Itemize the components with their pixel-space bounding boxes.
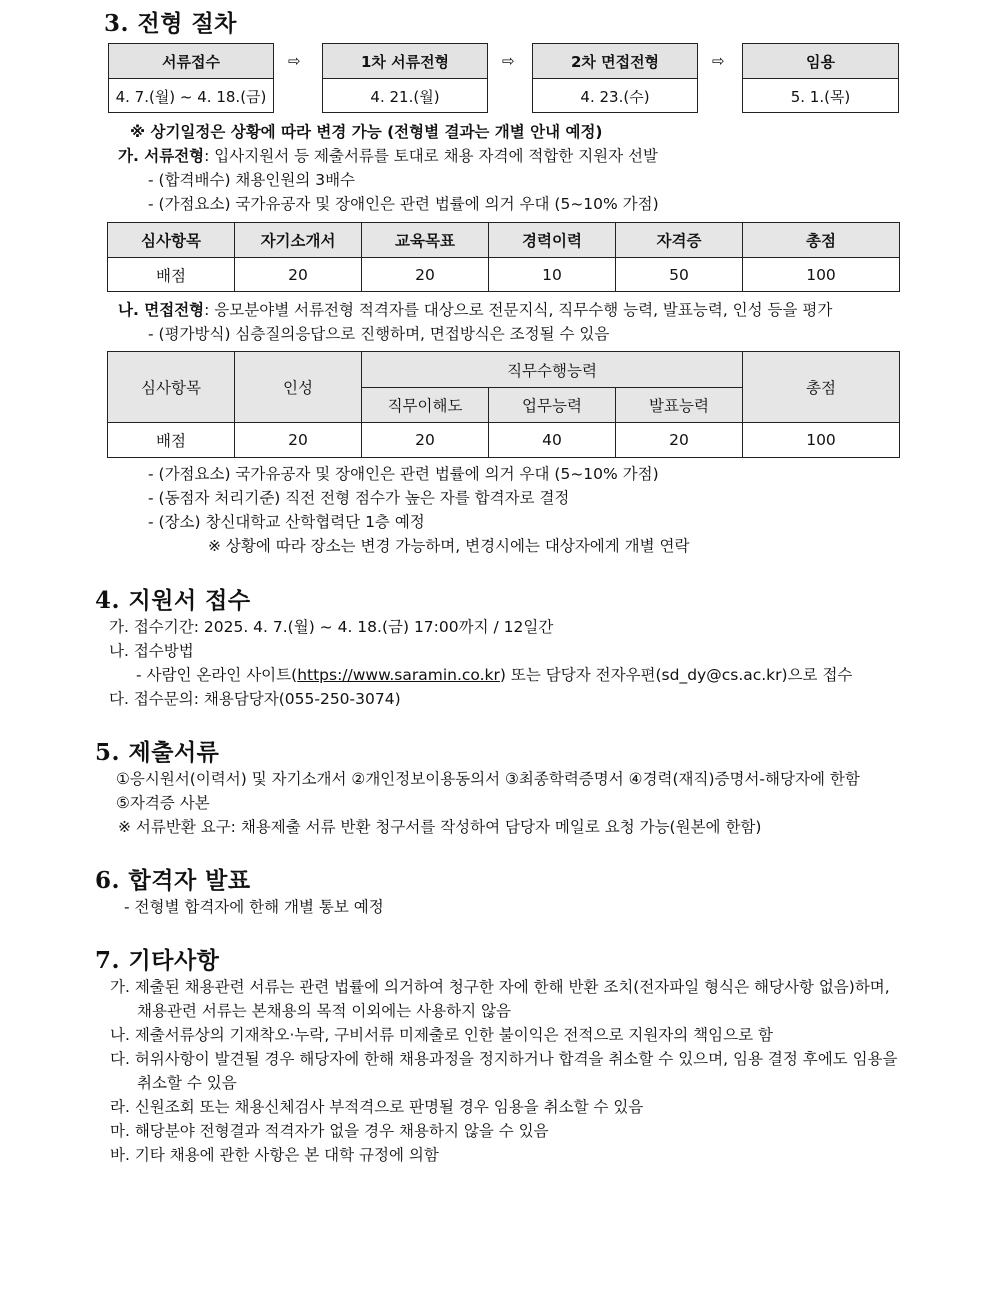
list-item: - (가점요소) 국가유공자 및 장애인은 관련 법률에 의거 우대 (5~10% 가점) bbox=[148, 195, 659, 213]
misc-item-cont: 취소할 수 있음 bbox=[137, 1074, 237, 1092]
misc-item: 가. 제출된 채용관련 서류는 관련 법률에 의거하여 청구한 자에 한해 반환 조치(전자파일 형식은 해당사항 없음)하며, bbox=[110, 978, 890, 996]
table-header: 인성 bbox=[235, 352, 362, 423]
right-arrow-icon: ⇨ bbox=[502, 52, 515, 70]
table-cell: 20 bbox=[235, 423, 362, 458]
document-screening-label: 가. 서류전형 bbox=[118, 147, 205, 165]
step-box-1 bbox=[108, 43, 274, 113]
saramin-link[interactable]: https://www.saramin.co.kr bbox=[297, 666, 500, 684]
method-text-pre: - 사람인 온라인 사이트( bbox=[136, 666, 298, 684]
misc-item: 다. 허위사항이 발견될 경우 해당자에 한해 채용과정을 정지하거나 합격을 취소할 수 있으며, 임용 결정 후에도 임용을 bbox=[110, 1050, 898, 1068]
announcement-line: - 전형별 합격자에 한해 개별 통보 예정 bbox=[124, 898, 384, 916]
misc-item: 나. 제출서류상의 기재착오·누락, 구비서류 미제출로 인한 불이익은 전적으로 지원자의 책임으로 함 bbox=[110, 1026, 773, 1044]
section-5-title: 5. 제출서류 bbox=[95, 739, 220, 766]
document-score-table bbox=[107, 222, 900, 292]
section-6-title: 6. 합격자 발표 bbox=[95, 867, 251, 894]
step-box-3 bbox=[532, 43, 698, 113]
table-cell: 10 bbox=[489, 258, 616, 292]
table-cell: 50 bbox=[616, 258, 743, 292]
table-cell: 배점 bbox=[108, 258, 235, 292]
interview-screening-text: : 응모분야별 서류전형 적격자를 대상으로 전문지식, 직무수행 능력, 발표능력, 인성 등을 평가 bbox=[204, 301, 833, 319]
table-header: 자격증 bbox=[616, 223, 743, 258]
application-method: 나. 접수방법 bbox=[109, 642, 194, 660]
documents-line-1: ①응시원서(이력서) 및 자기소개서 ②개인정보이용동의서 ③최종학력증명서 ④경력(재직)증명서-해당자에 한함 bbox=[116, 770, 860, 788]
table-cell: 20 bbox=[362, 258, 489, 292]
documents-note: ※ 서류반환 요구: 채용제출 서류 반환 청구서를 작성하여 담당자 메일로 요청 가능(원본에 한함) bbox=[118, 818, 762, 836]
list-item: - (합격배수) 채용인원의 3배수 bbox=[148, 171, 356, 189]
table-header: 총점 bbox=[743, 352, 900, 423]
table-cell: 100 bbox=[743, 423, 900, 458]
table-cell: 배점 bbox=[108, 423, 235, 458]
list-item: - (평가방식) 심층질의응답으로 진행하며, 면접방식은 조정될 수 있음 bbox=[148, 325, 610, 343]
right-arrow-icon: ⇨ bbox=[288, 52, 301, 70]
table-cell: 20 bbox=[362, 423, 489, 458]
interview-score-table bbox=[107, 351, 900, 458]
step-date: 4. 21.(월) bbox=[370, 88, 440, 106]
table-header: 자기소개서 bbox=[235, 223, 362, 258]
step-box-4 bbox=[742, 43, 899, 113]
table-header: 심사항목 bbox=[108, 223, 235, 258]
table-cell: 20 bbox=[616, 423, 743, 458]
step-label: 1차 서류전형 bbox=[323, 44, 487, 79]
step-label: 2차 면접전형 bbox=[533, 44, 697, 79]
table-header: 경력이력 bbox=[489, 223, 616, 258]
list-item: - (가점요소) 국가유공자 및 장애인은 관련 법률에 의거 우대 (5~10% 가점) bbox=[148, 465, 659, 483]
table-cell: 100 bbox=[743, 258, 900, 292]
method-text-post: ) 또는 담당자 전자우편(sd_dy@cs.ac.kr)으로 접수 bbox=[499, 666, 853, 684]
misc-item: 마. 해당분야 전형결과 적격자가 없을 경우 채용하지 않을 수 있음 bbox=[110, 1122, 549, 1140]
table-header: 심사항목 bbox=[108, 352, 235, 423]
misc-item: 라. 신원조회 또는 채용신체검사 부적격으로 판명될 경우 임용을 취소할 수 있음 bbox=[110, 1098, 644, 1116]
misc-item: 바. 기타 채용에 관한 사항은 본 대학 규정에 의함 bbox=[110, 1146, 439, 1164]
table-header: 교육목표 bbox=[362, 223, 489, 258]
step-date: 4. 7.(월) ~ 4. 18.(금) bbox=[115, 88, 267, 106]
step-date: 4. 23.(수) bbox=[580, 88, 650, 106]
list-item: - (동점자 처리기준) 직전 전형 점수가 높은 자를 합격자로 결정 bbox=[148, 489, 570, 507]
table-subheader: 업무능력 bbox=[489, 388, 616, 423]
misc-item-cont: 채용관련 서류는 본채용의 목적 이외에는 사용하지 않음 bbox=[137, 1002, 511, 1020]
section-7-title: 7. 기타사항 bbox=[95, 947, 220, 974]
table-header: 직무수행능력 bbox=[362, 352, 743, 388]
document-screening-text: : 입사지원서 등 제출서류를 토대로 채용 자격에 적합한 지원자 선발 bbox=[204, 147, 658, 165]
interview-screening-line bbox=[118, 299, 832, 321]
step-label: 임용 bbox=[743, 44, 898, 79]
schedule-note: ※ 상기일정은 상황에 따라 변경 가능 (전형별 결과는 개별 안내 예정) bbox=[130, 123, 603, 141]
table-subheader: 직무이해도 bbox=[362, 388, 489, 423]
interview-screening-label: 나. 면접전형 bbox=[118, 301, 205, 319]
application-method-detail bbox=[136, 664, 852, 686]
table-subheader: 발표능력 bbox=[616, 388, 743, 423]
section-4-title: 4. 지원서 접수 bbox=[95, 587, 251, 614]
table-cell: 40 bbox=[489, 423, 616, 458]
application-period: 가. 접수기간: 2025. 4. 7.(월) ~ 4. 18.(금) 17:00까지 / 12일간 bbox=[109, 618, 554, 636]
right-arrow-icon: ⇨ bbox=[712, 52, 725, 70]
list-item: - (장소) 창신대학교 산학협력단 1층 예정 bbox=[148, 513, 425, 531]
step-label: 서류접수 bbox=[109, 44, 273, 79]
step-date: 5. 1.(목) bbox=[790, 88, 851, 106]
documents-line-2: ⑤자격증 사본 bbox=[116, 794, 210, 812]
place-note: ※ 상황에 따라 장소는 변경 가능하며, 변경시에는 대상자에게 개별 연락 bbox=[208, 537, 690, 555]
table-header: 총점 bbox=[743, 223, 900, 258]
section-3-title: 3. 전형 절차 bbox=[104, 10, 237, 37]
application-contact: 다. 접수문의: 채용담당자(055-250-3074) bbox=[109, 690, 401, 708]
step-box-2 bbox=[322, 43, 488, 113]
document-screening-line bbox=[118, 145, 658, 167]
table-cell: 20 bbox=[235, 258, 362, 292]
